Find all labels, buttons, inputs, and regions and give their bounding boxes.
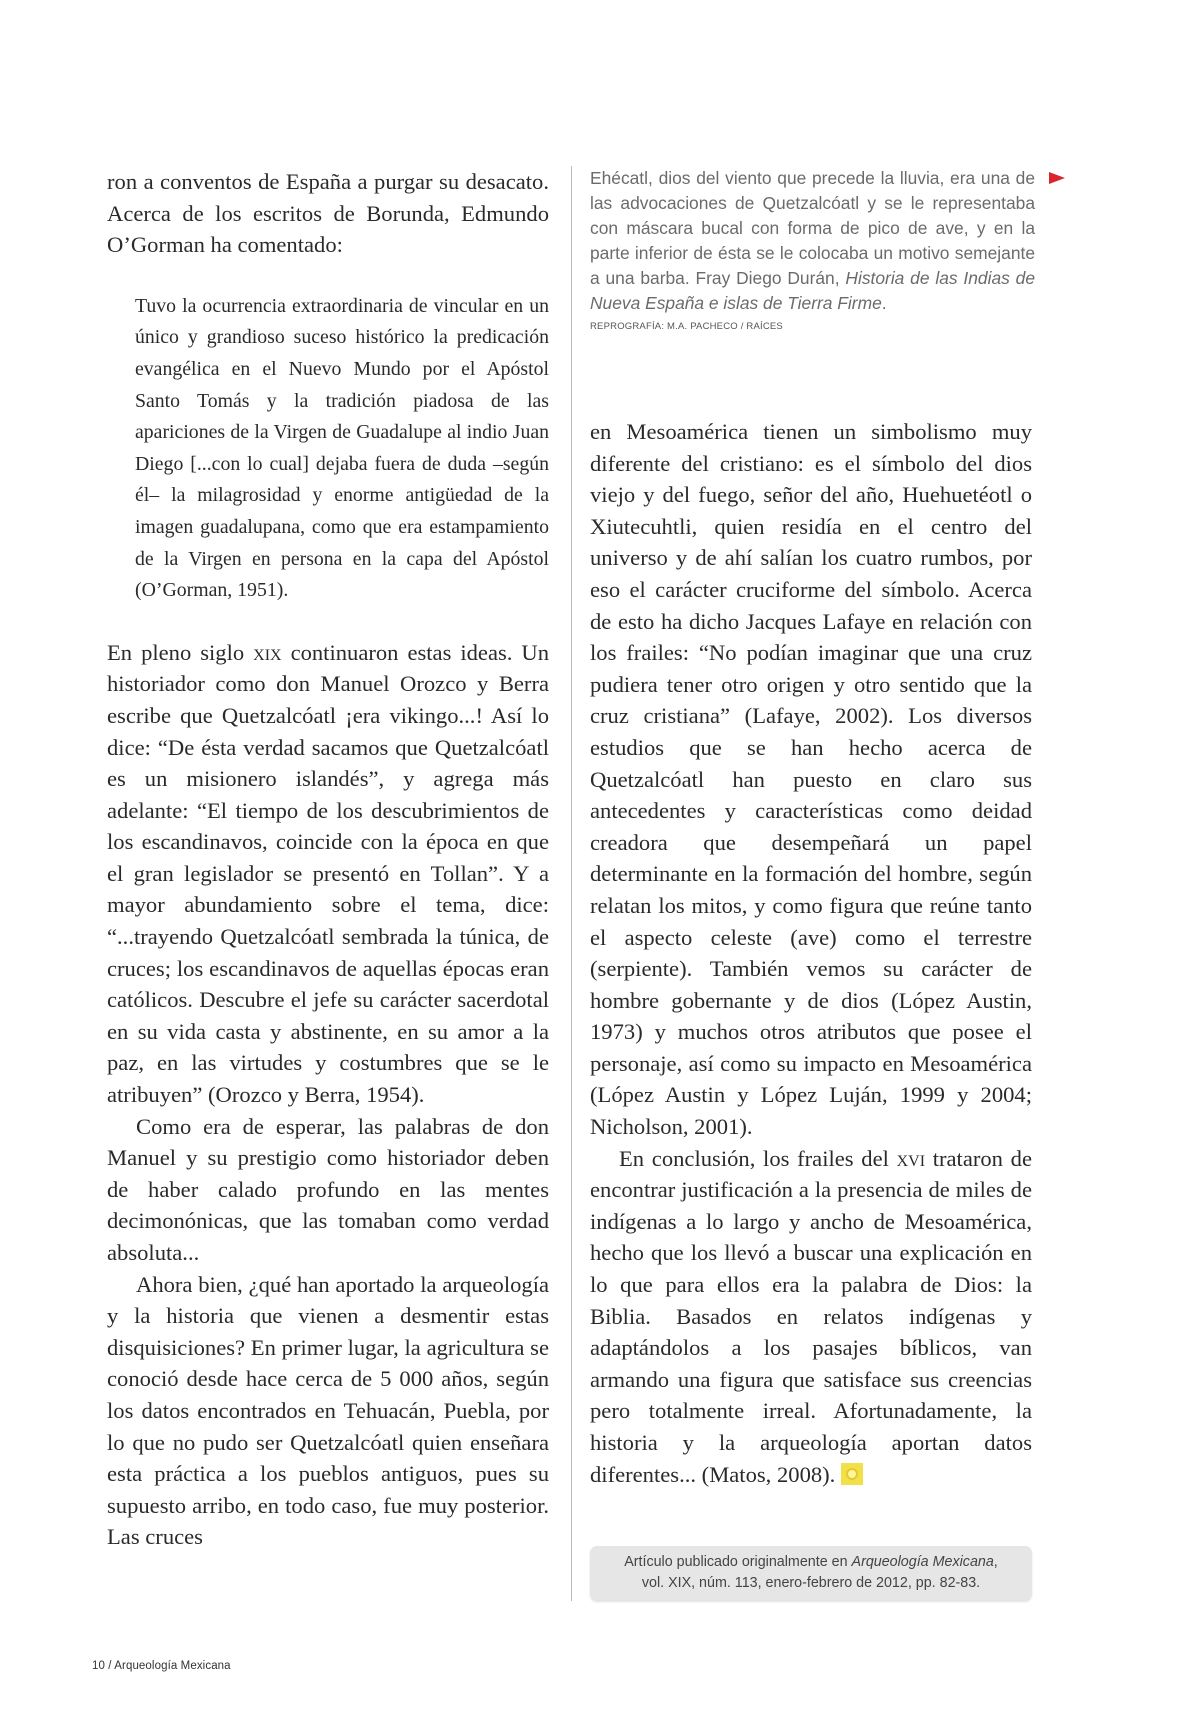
orozco-paragraph: En pleno siglo xix continuaron estas ideas. Un historiador como don Manuel Orozco y Berra escribe que Quetzalcóatl ¡era vikingo...! Así lo dice: “De ésta verdad sacamos que Quetzalcóatl es un misionero islandés”, y agrega más adelante: “El tiempo de los descubrimientos de los escandinavos, coincide con la época en que el gran legislador se presentó en Tollan”. Y a mayor abundamiento sobre el tema, dice: “...trayendo Quetzalcóatl sembrada la túnica, de cruces; los escandinavos de aquellas épocas eran católicos. Descubre el jefe su carácter sacerdotal en su vida casta y abstinente, en su amor a la paz, en las virtudes y costumbres que se le atribuyen” (Orozco y Berra, 1954). [107,639,549,1108]
image-caption: Ehécatl, dios del viento que precede la lluvia, era una de las advocaciones de Quetzalcóatl y se le representaba con máscara bucal con forma de pico de ave, y en la parte inferior de ésta se le colocaba un motivo semejante a una barba. Fray Diego Durán, Historia de las Indias de Nueva España e islas de Tierra Firme. [590,168,1035,313]
publication-note-line-2: vol. XIX, núm. 113, enero-febrero de 2012, pp. 82-83. [641,1575,981,1591]
page-folio: 10 / Arqueología Mexicana [92,1660,231,1672]
left-text-column [107,166,549,1553]
intro-paragraph: ron a conventos de España a purgar su desacato. Acerca de los escritos de Borunda, Edmundo O’Gorman ha comentado: [107,169,549,258]
photo-credit: REPROGRAFÍA: M.A. PACHECO / RAÍCES [590,321,783,332]
conclusion-paragraph: En conclusión, los frailes del xvi trataron de encontrar justificación a la presencia de miles de indígenas a lo largo y ancho de Mesoamérica, hecho que los llevó a buscar una explicación en lo que para ellos era la palabra de Dios: la Biblia. Basados en relatos indígenas y adaptándolos a los pasajes bíblicos, van armando una figura que satisface sus creencias pero totalmente irreal. Afortunadamente, la historia y la arqueología aportan datos diferentes... (Matos, 2008). [590,1145,1033,1487]
symbolism-paragraph: en Mesoamérica tienen un simbolismo muy diferente del cristiano: es el símbolo del dios viejo y del fuego, señor del año, Huehuetéotl o Xiutecuhtli, quien residía en el centro del universo y de ahí salían los cuatro rumbos, por eso el carácter cruciforme del símbolo. Acerca de esto ha dicho Jacques Lafaye en relación con los frailes: “No podían imaginar que una cruz pudiera tener otro origen y otro sentido que la cruz cristiana” (Lafaye, 2002). Los diversos estudios que se han hecho acerca de Quetzalcóatl han puesto en claro sus antecedentes y características como deidad creadora que desempeñará un papel determinante en la formación del hombre, según relatan los mitos, y como figura que reúne tanto el aspecto celeste (ave) como el terrestre (serpiente). También vemos su carácter de hombre gobernante y de dios (López Austin, 1973) y muchos otros atributos que posee el personaje, así como su impacto en Mesoamérica (López Austin y López Luján, 1999 y 2004; Nicholson, 2001). [590,419,1032,1140]
column-divider [571,166,572,1601]
publication-note-line-1: Artículo publicado originalmente en Arqueología Mexicana, [624,1554,998,1570]
archaeology-paragraph: Ahora bien, ¿qué han aportado la arqueología y la historia que vienen a desmentir estas disquisiciones? En primer lugar, la agricultura se conoció desde hace cerca de 5 000 años, según los datos encontrados en Tehuacán, Puebla, por lo que no pudo ser Quetzalcóatl quien enseñara esta práctica a los pueblos antiguos, pues su supuesto arribo, en todo caso, fue muy posterior. Las cruces [107,1271,549,1550]
don-manuel-paragraph: Como era de esperar, las palabras de don Manuel y su prestigio como historiador deben de haber calado profundo en las mentes decimonónicas, que las tomaban como verdad absoluta... [107,1113,549,1265]
century-numeral: xix [253,639,282,665]
end-of-article-icon [841,1463,863,1485]
right-text-column [590,416,1032,1490]
publication-note-box [590,1546,1032,1600]
ogorman-block-quote: Tuvo la ocurrencia extraordinaria de vincular en un único y grandioso suceso histórico la predicación evangélica en el Nuevo Mundo por el Apóstol Santo Tomás y la tradición piadosa de las apariciones de la Virgen de Guadalupe al indio Juan Diego [...con lo cual] dejaba fuera de duda –según él– la milagrosidad y enorme antigüedad de la imagen guadalupana, como que era estampamiento de la Virgen en persona en la capa del Apóstol (O’Gorman, 1951). [135,294,549,602]
red-arrow-pointer-icon [1049,172,1065,184]
caption-book-title: Historia de las Indias de Nueva España e islas de Tierra Firme [590,268,1035,313]
century-numeral: xvi [896,1145,926,1171]
